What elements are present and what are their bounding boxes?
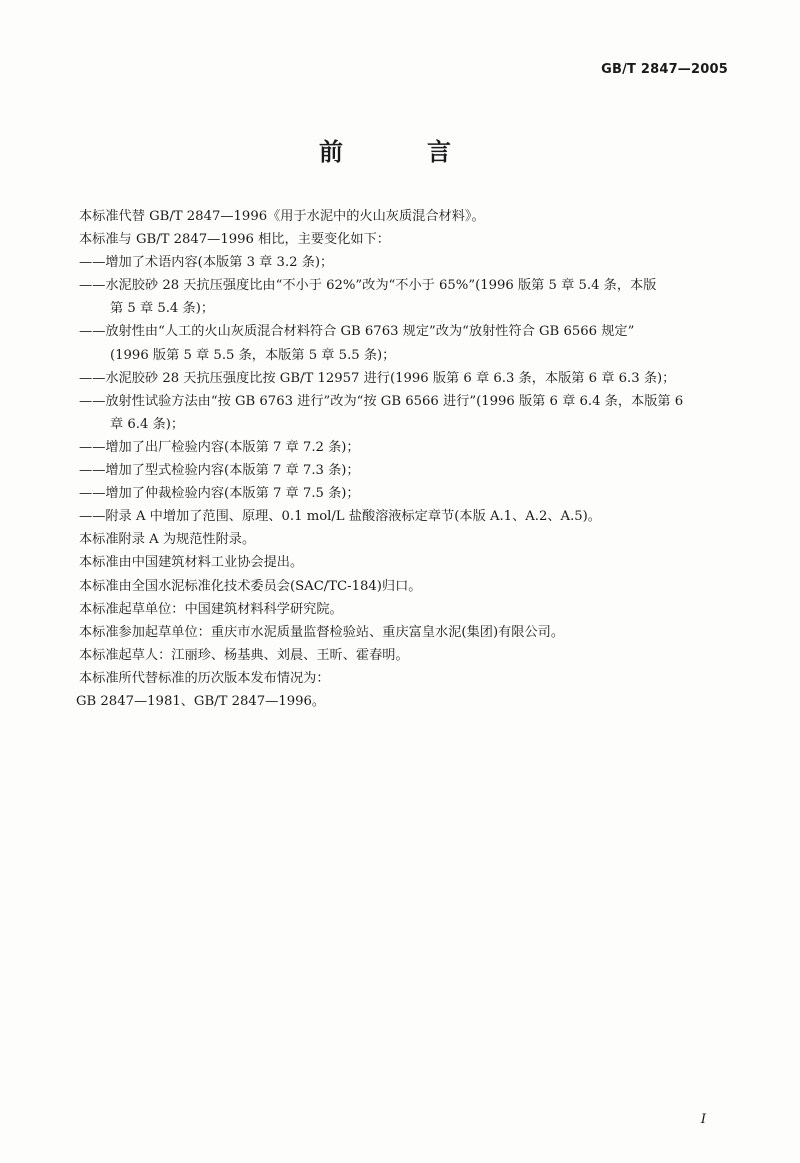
change-item: ——放射性由“人工的火山灰质混合材料符合 GB 6763 规定”改为“放射性符合 GB 6566 规定” (79, 324, 635, 340)
change-item-continued: (1996 版第 5 章 5.5 条，本版第 5 章 5.5 条)； (110, 347, 396, 363)
change-item: ——增加了出厂检验内容(本版第 7 章 7.2 条)； (79, 439, 360, 455)
page-title: 前 言 (319, 138, 481, 166)
change-item-continued: 章 6.4 条)； (110, 416, 185, 432)
body-line: 本标准由全国水泥标准化技术委员会(SAC/TC-184)归口。 (79, 578, 422, 594)
change-item: ——附录 A 中增加了范围、原理、0.1 mol/L 盐酸溶液标定章节(本版 A.1、A.2、A.5)。 (79, 509, 601, 525)
body-line: 本标准起草人：江丽珍、杨基典、刘晨、王昕、霍春明。 (79, 647, 409, 663)
body-line: 本标准起草单位：中国建筑材料科学研究院。 (79, 601, 343, 617)
foreword-body (0, 205, 800, 713)
change-item: ——水泥胶砂 28 天抗压强度比由“不小于 62%”改为“不小于 65%”(1996 版第 5 章 5.4 条，本版 (79, 278, 657, 294)
change-item: ——水泥胶砂 28 天抗压强度比按 GB/T 12957 进行(1996 版第 6 章 6.3 条，本版第 6 章 6.3 条)； (79, 370, 676, 386)
body-line: 本标准附录 A 为规范性附录。 (79, 532, 256, 548)
body-line: 本标准与 GB/T 2847—1996 相比，主要变化如下： (79, 232, 390, 248)
page-number: I (700, 1112, 706, 1127)
body-line: 本标准由中国建筑材料工业协会提出。 (79, 555, 304, 571)
change-item: ——增加了型式检验内容(本版第 7 章 7.3 条)； (79, 463, 360, 479)
body-line: 本标准参加起草单位：重庆市水泥质量监督检验站、重庆富皇水泥(集团)有限公司。 (79, 624, 565, 640)
standard-code: GB/T 2847—2005 (601, 62, 728, 77)
change-item: ——增加了仲裁检验内容(本版第 7 章 7.5 条)； (79, 486, 360, 502)
change-item: ——增加了术语内容(本版第 3 章 3.2 条)； (79, 255, 334, 271)
body-line: 本标准代替 GB/T 2847—1996《用于水泥中的火山灰质混合材料》。 (79, 209, 485, 224)
body-line: GB 2847—1981、GB/T 2847—1996。 (76, 693, 326, 709)
change-item-continued: 第 5 章 5.4 条)； (110, 301, 215, 317)
change-item: ——放射性试验方法由“按 GB 6763 进行”改为“按 GB 6566 进行”(1996 版第 6 章 6.4 条，本版第 6 (79, 393, 684, 409)
body-line: 本标准所代替标准的历次版本发布情况为： (79, 670, 330, 686)
